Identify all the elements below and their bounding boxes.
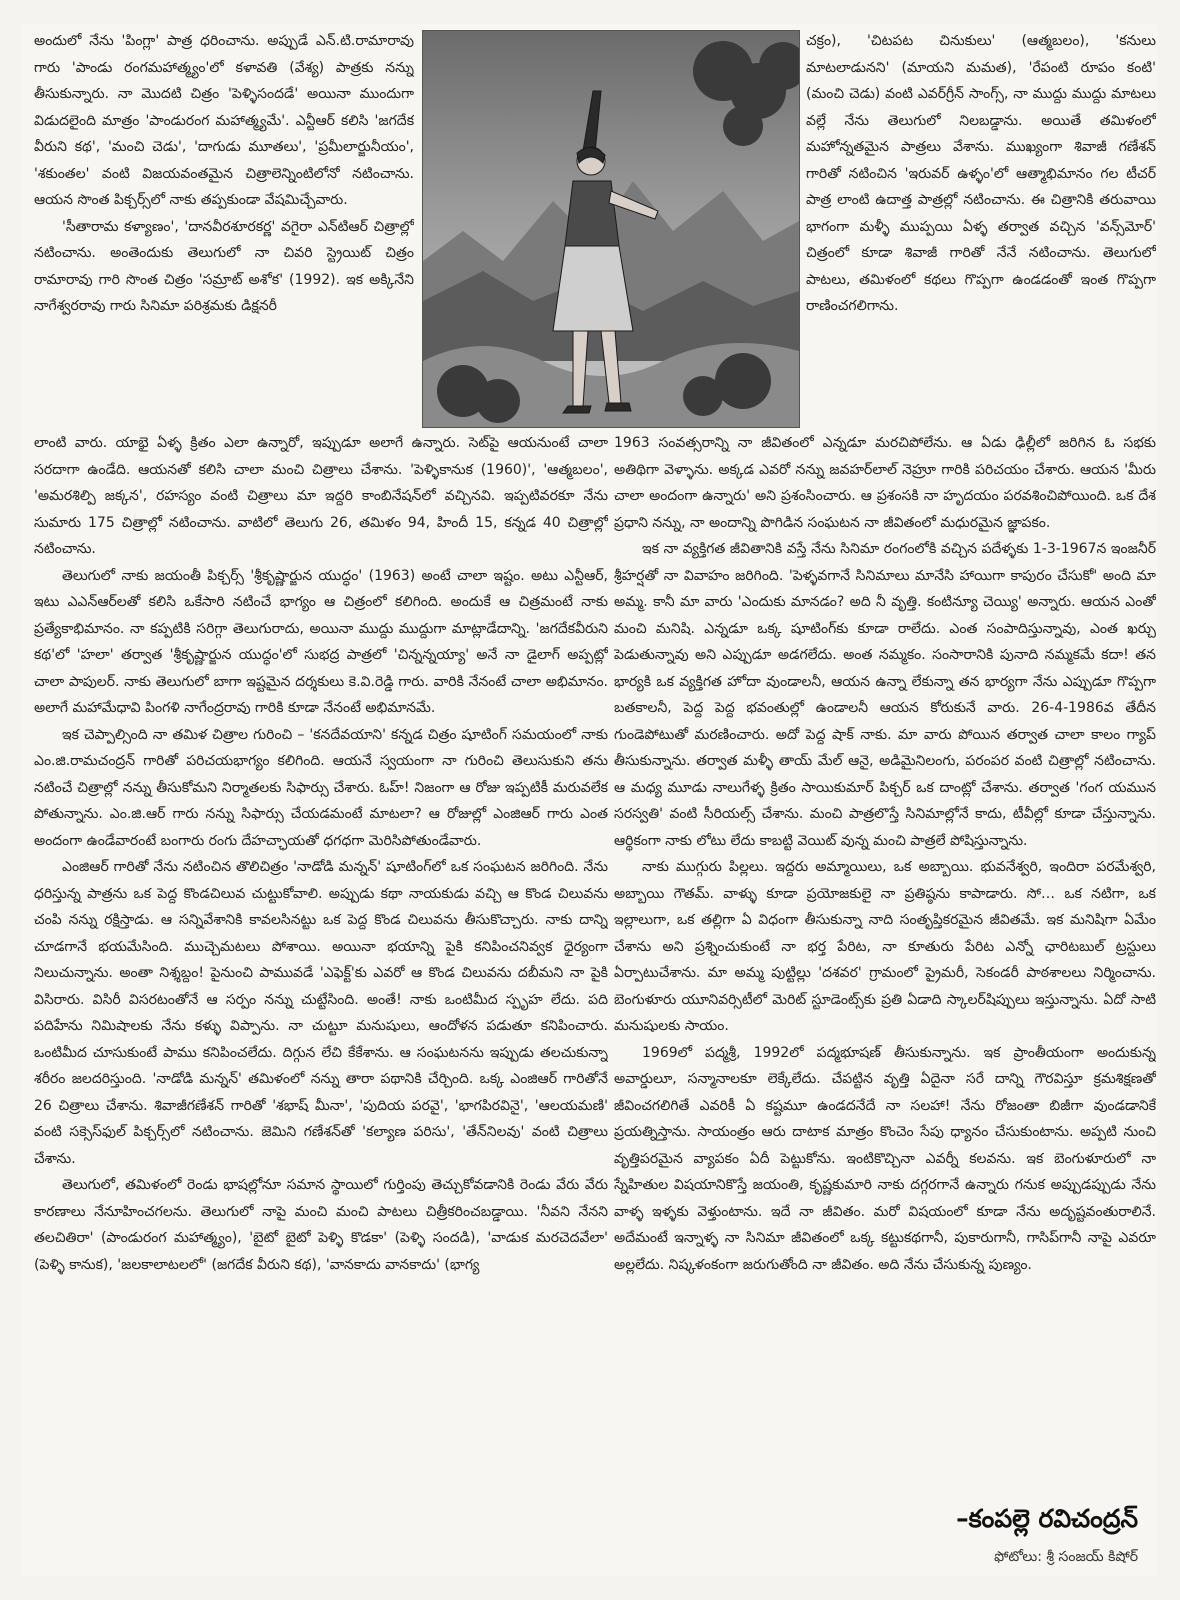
- article-column-left-top: [34, 28, 414, 428]
- paragraph: ఇక నా వ్యక్తిగత జీవితానికి వస్తే నేను సినిమా రంగంలోకి వచ్చిన పదేళ్ళకు 1-3-1967న ఇంజనీర్ శ్రీహర్షతో నా వివాహం జరిగింది. 'పెళ్ళవగానే సినిమాలు మానేసి హాయిగా కాపురం చేసుకో' అంది మా అమ్మ. కానీ మా వారు 'ఎందుకు మానడం? అది నీ వృత్తి. కంటిన్యూ చెయ్యి' అన్నారు. ఆయన ఎంతో మంచి మనిషి. ఎన్నడూ ఒక్క షూటింగ్‌కు కూడా రాలేదు. ఎంత సంపాదిస్తున్నావు, ఎంత ఖర్చు పెడుతున్నావు అని ఎప్పుడూ అడగలేదు. అంత నమ్మకం. సంసారానికి పునాది నమ్మకమే కదా! తన భార్యకి ఒక వ్యక్తిగత హోదా వుండాలనీ, ఆయన ఉన్నా లేకున్నా తన భార్యగా నేను ఎప్పుడూ గొప్పగా బతకాలనీ, పెద్ద పెద్ద భవంతుల్లో ఉండాలనీ ఆయన కోరుకునే వారు. 26-4-1986వ తేదీన గుండెపోటుతో మరణించారు. అదో పెద్ద షాక్ నాకు. మా వారు పోయిన తర్వాత చాలా కాలం గ్యాప్ తీసుకున్నాను. తర్వాత మళ్ళీ తాయ్ మేల్ ఆనై, అడిమైనిలంగు, పరంపర వంటి చిత్రాల్లో నటించాను. ఆ మధ్య మూడు నాలుగేళ్ళ క్రితం సాయికుమార్ పిక్చర్ ఒక దాంట్లో చేశాను. తర్వాత 'గంగ యమున సరస్వతి' వంటి సీరియల్స్ చేశాను. మంచి పాత్రలొస్తే సినిమాల్లోనే కాదు, టీవీల్లో కూడా చేస్తున్నాను. ఆర్థికంగా నాకు లోటు లేదు కాబట్టి వెయిట్ వున్న మంచి పాత్రలే పోషిస్తున్నాను.: [614, 541, 1156, 849]
- article-column-left-bottom: [34, 430, 608, 1490]
- paragraph: నాకు ముగ్గురు పిల్లలు. ఇద్దరు అమ్మాయిలు, ఒక అబ్బాయి. భువనేశ్వరి, ఇందిరా పరమేశ్వరి, అబ్బాయి గౌతమ్. వాళ్ళు కూడా ప్రయోజకులై నా ప్రతిష్ఠను కాపాడారు. సో… ఒక నటిగా, ఒక ఇల్లాలుగా, ఒక తల్లిగా ఏ విధంగా తీసుకున్నా నాది సంతృప్తికరమైన జీవితమే. ఇక మనిషిగా ఏమేం చేశాను అని ప్రశ్నించుకుంటే నా భర్త పేరిట, నా కూతురు పేరిట ఎన్నో ఛారిటబుల్ ట్రస్టులు ఏర్పాటుచేశాను. మా అమ్మ పుట్టిల్లు 'దశవర' గ్రామంలో ప్రైమరీ, సెకండరీ పాఠశాలలు నిర్మించాను. బెంగుళూరు యూనివర్సిటీలో మెరిట్ స్టూడెంట్స్‌కు ప్రతి ఏడాది స్కాలర్‌షిప్పులు ఇస్తున్నాను. ఏదో సాటి మనుషులకు సాయం.: [614, 859, 1156, 1034]
- paragraph: చక్రం), 'చిటపట చినుకులు' (ఆత్మబలం), 'కనులు మాటలాడునని' (మాయని మమత), 'రేపంటి రూపం కంటి' (మంచి చెడు) వంటి ఎవర్‌గ్రీన్ సాంగ్స్, నా ముద్దు ముద్దు మాటలు వల్లే నేను తెలుగులో నిలబడ్డాను. అయితే తమిళంలో మహోన్నతమైన పాత్రలు వేశాను. ముఖ్యంగా శివాజీ గణేశన్ గారితో నటించిన 'ఇరువర్ ఉళ్ళం'లో ఆత్మాభిమానం గల టీచర్ పాత్ర లాంటి ఉదాత్త పాత్రల్లో నటించాను. ఈ చిత్రానికి తరువాయి భాగంగా మళ్ళీ ముప్పయి ఏళ్ళ తర్వాత వచ్చిన 'వన్స్‌మోర్' చిత్రంలో కూడా శివాజీ గారితో నేనే నటించాను. తెలుగులో పాటలు, తమిళంలో కథలు గొప్పగా ఉండడంతో ఇంత గొప్పగా రాణించగలిగాను.: [806, 33, 1156, 314]
- paragraph: ఎంజిఆర్ గారితో నేను నటించిన తొలిచిత్రం 'నాడోడి మన్నన్' షూటింగ్‌లో ఒక సంఘటన జరిగింది. నేను ధరిస్తున్న పాత్రను ఒక పెద్ద కొండచిలువ చుట్టుకోవాలి. అప్పుడు కథా నాయకుడు వచ్చి ఆ కొండ చిలువను చంపి నన్ను రక్షిస్తాడు. ఆ సన్నివేశానికి కావలసినట్టు ఒక పెద్ద కొండ చిలువను తీసుకొచ్చారు. నాకు దాన్ని చూడగానే భయమేసింది. ముచ్చెమటలు పోశాయి. అయినా భయాన్ని పైకి కనిపించనివ్వక ధైర్యంగా నిలుచున్నాను. అంతా నిశ్శబ్దం! పైనుంచి పామువడే 'ఎఫెక్ట్'కు ఎవరో ఆ కొండ చిలువను దబీమని నా పైకి విసిరారు. విసిరీ విసరటంతోనే ఆ సర్పం నన్ను చుట్టేసింది. అంతే! నాకు ఒంటిమీద స్పృహ లేదు. పది పదిహేను నిమిషాలకు నేను కళ్ళు విప్పాను. నా చుట్టూ మనుషులు, ఆందోళన పడుతూ కనిపించారు. ఒంటిమీద చూసుకుంటే పాము కనిపించలేదు. దిగ్గున లేచి కేకేశాను. ఆ సంఘటనను ఇప్పుడు తలచుకున్నా శరీరం జలదరిస్తుంది. 'నాడోడి మన్నన్' తమిళంలో నన్ను తారా పథానికి చేర్చింది. ఒక్క ఎంజిఆర్ గారితోనే 26 చిత్రాలు చేశాను. శివాజీగణేశన్ గారితో 'శభాష్ మీనా', 'పుదియ పరవై', 'భాగపిరవినై', 'ఆలయమణి' వంటి సక్సెస్‌ఫుల్ పిక్చర్స్‌లో నటించాను. జెమిని గణేశన్‌తో 'కల్యాణ పరిసు', 'తేన్‌నిలవు' వంటి చిత్రాలు చేశాను.: [34, 859, 608, 1167]
- paragraph: తెలుగులో నాకు జయంతీ పిక్చర్స్ 'శ్రీకృష్ణార్జున యుద్ధం' (1963) అంటే చాలా ఇష్టం. అటు ఎన్టీఆర్, ఇటు ఎఎన్ఆర్‌లతో కలిసి ఒకేసారి నటించే భాగ్యం ఆ చిత్రంలో కలిగింది. అందుకే ఆ చిత్రమంటే నాకు ప్రత్యేకాభిమానం. నా కప్పటికి సరిగ్గా తెలుగురాదు, అయినా ముద్దు ముద్దుగా మాట్లాడేదాన్ని. 'జగదేకవీరుని కథ'లో 'హలా' తర్వాత 'శ్రీకృష్ణార్జున యుద్ధం'లో సుభద్ర పాత్రలో 'చిన్నన్నయ్యా' అనే నా డైలాగ్ అప్పట్లో చాలా పాపులర్. నాకు తెలుగులో బాగా ఇష్టమైన దర్శకులు కె.వి.రెడ్డి గారు. వారికి నేనంటే చాలా అభిమానం. అలాగే మహామేధావి పింగళి నాగేంద్రరావు గారికి కూడా నేనంటే అభిమానమే.: [34, 567, 608, 716]
- actress-photo: [422, 30, 800, 428]
- photo-credit: ఫోటోలు: శ్రీ సంజయ్ కిషోర్: [994, 1549, 1138, 1565]
- paragraph: 'సీతారామ కళ్యాణం', 'దానవీరశూరకర్ణ' వగైరా ఎన్‌టిఆర్ చిత్రాల్లో నటించాను. అంతెందుకు తెలుగులో నా చివరి స్ట్రెయిట్ చిత్రం రామారావు గారి సొంత చిత్రం 'సమ్రాట్ అశోక' (1992). ఇక అక్కినేని నాగేశ్వరరావు గారు సినిమా పరిశ్రమకు డిక్షనరీ: [34, 218, 414, 314]
- article-column-right-top: [806, 28, 1156, 428]
- article-column-right-bottom: [614, 430, 1156, 1490]
- newspaper-page: [22, 24, 1158, 1576]
- paragraph: 1969లో పద్మశ్రీ, 1992లో పద్మభూషణ్ తీసుకున్నాను. ఇక ప్రాంతీయంగా అందుకున్న అవార్డులూ, సన్మానాలకూ లెక్కేలేదు. చేపట్టిన వృత్తి ఏదైనా సరే దాన్ని గౌరవిస్తూ క్రమశిక్షణతో జీవించగలిగితే ఎవరికీ ఏ కష్టమూ ఉండదనేదే నా సలహా! నేను రోజంతా బిజీగా వుండడానికే ప్రయత్నిస్తాను. సాయంత్రం ఆరు దాటాక మాత్రం కొంచెం సేపు ధ్యానం చేసుకుంటాను. అప్పటి నుంచి వృత్తిపరమైన వ్యాపకం ఏదీ పెట్టుకోను. ఇంటికొచ్చినా ఎవర్నీ కలవను. ఇక బెంగుళూరులో నా స్నేహితుల విషయానికొస్తే జయంతి, కృష్ణకుమారి నాకు దగ్గరగానే ఉన్నారు గనుక అప్పుడప్పుడు నేను వాళ్ళ ఇళ్ళకు వెళ్తుంటాను. ఇదే నా జీవితం. మరో విషయంలో కూడా నేను అదృష్టవంతురాలినే. అదేమంటే ఇన్నాళ్ళ నా సినిమా జీవితంలో ఒక్క కట్టుకథగానీ, పుకారుగానీ, గాసిప్‌గానీ నాపై ఎవరూ అల్లలేదు. నిష్కళంకంగా జరుగుతోంది నా జీవితం. అది నేను చేసుకున్న పుణ్యం.: [614, 1044, 1156, 1273]
- author-byline: –కంపల్లె రవిచంద్రన్: [956, 1504, 1138, 1533]
- paragraph: తెలుగులో, తమిళంలో రెండు భాషల్లోనూ సమాన స్థాయిలో గుర్తింపు తెచ్చుకోవడానికి రెండు వేరు వేరు కారణాలు నేనూహించగలను. తెలుగులో నాపై మంచి మంచి పాటలు చిత్రీకరించబడ్డాయి. 'నీవని నేనని తలచితిరా' (పాండురంగ మహాత్మ్యం), 'బైటో బైటో పెళ్ళి కొడకా' (పెళ్ళి సందడి), 'వాడుక మరచెదవేలా' (పెళ్ళి కానుక), 'జలకాలాటలలో' (జగదేక వీరుని కథ), 'వానకాదు వానకాదు' (భాగ్య: [34, 1177, 608, 1273]
- paragraph: అందులో నేను 'పింగ్లా' పాత్ర ధరించాను. అప్పుడే ఎన్.టి.రామారావు గారు 'పాండు రంగమహాత్మ్యం'లో కళావతి (వేశ్య) పాత్రకు నన్ను తీసుకున్నారు. నా మొదటి చిత్రం 'పెళ్ళిసందడే' అయినా ముందుగా విడుదలైంది మాత్రం 'పాండురంగ మహాత్మ్యమే'. ఎన్టీఆర్ కలిసి 'జగదేక వీరుని కథ', 'మంచి చెడు', 'దాగుడు మూతలు', 'ప్రమీలార్జునీయం', 'శకుంతల' వంటి విజయవంతమైన చిత్రాలెన్నింటిలోనో నటించాను. ఆయన సొంత పిక్చర్స్‌లో నాకు తప్పకుండా వేషమిచ్చేవారు.: [34, 33, 414, 208]
- paragraph: 1963 సంవత్సరాన్ని నా జీవితంలో ఎన్నడూ మరచిపోలేను. ఆ ఏడు ఢిల్లీలో జరిగిన ఓ సభకు అతిథిగా వెళ్ళాను. అక్కడ ఎవరో నన్ను జవహర్‌లాల్ నెహ్రూ గారికి పరిచయం చేశారు. ఆయన 'మీరు చాలా అందంగా ఉన్నారు' అని ప్రశంసించారు. ఆ ప్రశంసకి నా హృదయం పరవశించిపోయింది. ఒక దేశ ప్రధాని నన్ను, నా అందాన్ని పొగిడిన సంఘటన నా జీవితంలో మధురమైన జ్ఞాపకం.: [614, 435, 1156, 531]
- paragraph: ఇక చెప్పాల్సింది నా తమిళ చిత్రాల గురించి – 'కనదేవయాని' కన్నడ చిత్రం షూటింగ్ సమయంలో నాకు ఎం.జి.రామచంద్రన్ గారితో పరిచయభాగ్యం కలిగింది. ఆయనే స్వయంగా నా గురించి తెలుసుకుని తను నటించే చిత్రాల్లో నన్ను తీసుకోమని నిర్మాతలకు సిఫార్సు చేశారు. ఓహ్! నిజంగా ఆ రోజు ఇప్పటికీ మరువలేక పోతున్నాను. ఎం.జి.ఆర్ గారు నన్ను సిఫార్సు చేయడమంటే మాటలా? ఆ రోజుల్లో ఎంజిఆర్ గారు ఎంత అందంగా ఉండేవారంటే బంగారు రంగు దేహచ్ఛాయతో ధగధగా మెరిసిపోతుండేవారు.: [34, 726, 608, 849]
- paragraph: లాంటి వారు. యాభై ఏళ్ళ క్రితం ఎలా ఉన్నారో, ఇప్పుడూ అలాగే ఉన్నారు. సెట్‌పై ఆయనుంటే చాలా సరదాగా ఉండేది. ఆయనతో కలిసి చాలా మంచి చిత్రాలు చేశాను. 'పెళ్ళికానుక (1960)', 'ఆత్మబలం', 'అమరశిల్పి జక్కన', రహస్యం వంటి చిత్రాలు మా ఇద్దరి కాంబినేషన్‌లో వచ్చినవి. ఇప్పటివరకూ నేను సుమారు 175 చిత్రాల్లో నటించాను. వాటిలో తెలుగు 26, తమిళం 94, హిందీ 15, కన్నడ 40 చిత్రాల్లో నటించాను.: [34, 435, 608, 557]
